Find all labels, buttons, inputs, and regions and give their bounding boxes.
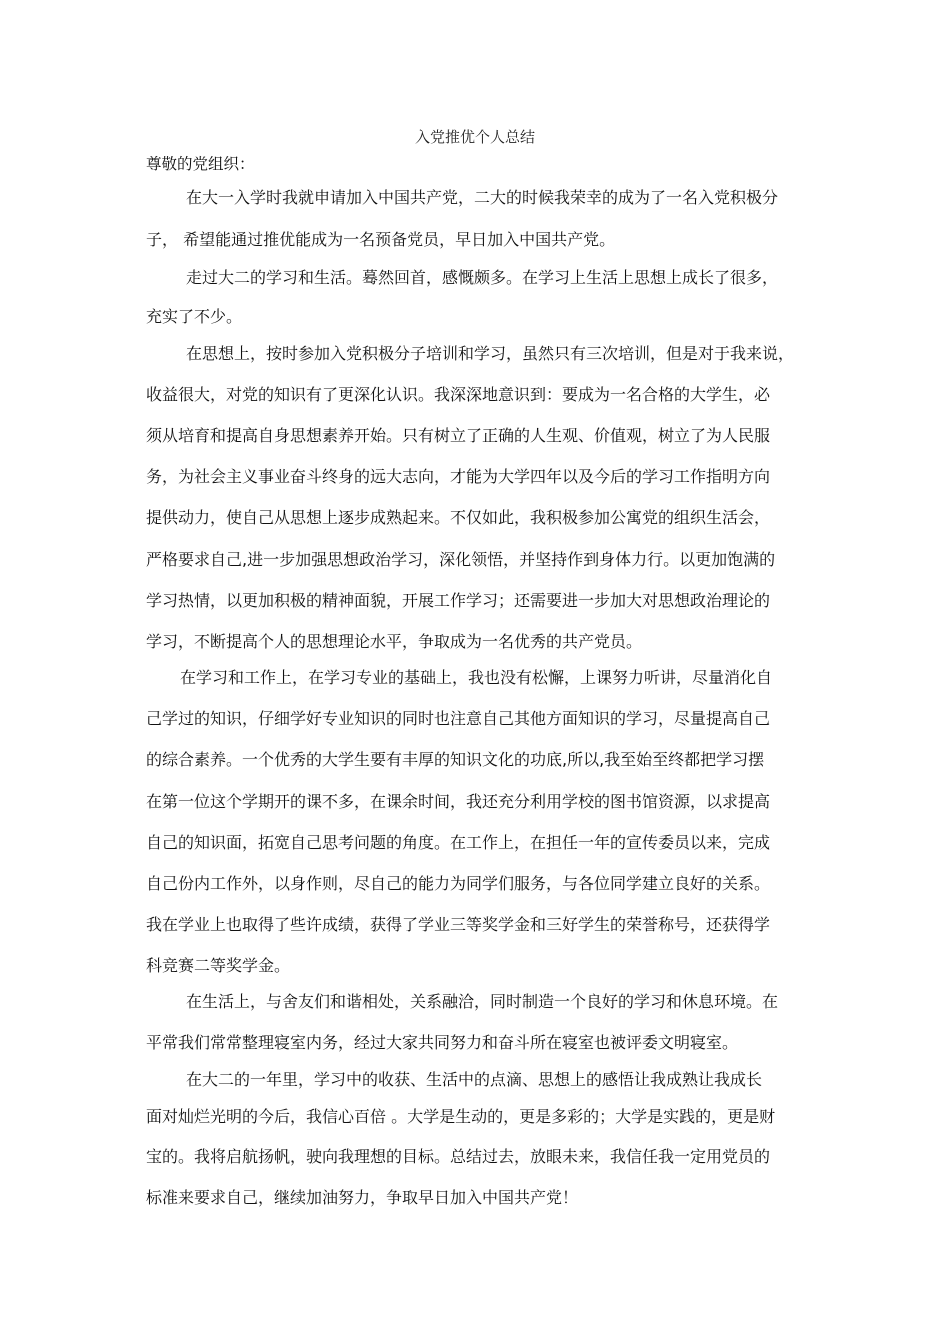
body-line: 己学过的知识，仔细学好专业知识的同时也注意自己其他方面知识的学习，尽量提高自己 [146,709,771,728]
body-line: 科竞赛二等奖学金。 [146,956,291,975]
body-line: 务，为社会主义事业奋斗终身的远大志向，才能为大学四年以及今后的学习工作指明方向 [146,467,771,486]
salutation: 尊敬的党组织： [146,155,255,173]
body-line: 标准来要求自己，继续加油努力，争取早日加入中国共产党！ [146,1188,579,1207]
body-line: 充实了不少。 [146,307,243,326]
body-line: 在生活上，与舍友们和谐相处，关系融洽，同时制造一个良好的学习和休息环境。在 [186,992,779,1011]
body-line: 走过大二的学习和生活。蓦然回首，感慨颇多。在学习上生活上思想上成长了很多， [186,268,779,287]
body-line: 严格要求自己,进一步加强思想政治学习，深化领悟，并坚持作到身体力行。以更加饱满的 [146,550,776,569]
body-line: 收益很大，对党的知识有了更深化认识。我深深地意识到：要成为一名合格的大学生，必 [146,385,771,404]
body-line: 提供动力，使自己从思想上逐步成熟起来。不仅如此，我积极参加公寓党的组织生活会， [146,508,771,527]
body-line: 面对灿烂光明的今后，我信心百倍 。大学是生动的，更是多彩的；大学是实践的，更是财 [146,1107,776,1126]
body-line: 学习热情，以更加积极的精神面貌，开展工作学习；还需要进一步加大对思想政治理论的 [146,591,771,610]
body-line: 在大一入学时我就申请加入中国共产党，二大的时候我荣幸的成为了一名入党积极分 [186,188,779,207]
body-line: 平常我们常常整理寝室内务，经过大家共同努力和奋斗所在寝室也被评委文明寝室。 [146,1033,739,1052]
body-line: 的综合素养。一个优秀的大学生要有丰厚的知识文化的功底,所以,我至始至终都把学习摆 [146,750,765,769]
document-title: 入党推优个人总结 [414,128,535,146]
body-line: 自己的知识面，拓宽自己思考问题的角度。在工作上，在担任一年的宣传委员以来，完成 [146,833,771,852]
body-line: 学习，不断提高个人的思想理论水平，争取成为一名优秀的共产党员。 [146,632,643,651]
body-line: 我在学业上也取得了些许成绩，获得了学业三等奖学金和三好学生的荣誉称号，还获得学 [146,915,771,934]
body-line: 自己份内工作外，以身作则，尽自己的能力为同学们服务，与各位同学建立良好的关系。 [146,874,771,893]
body-line: 在学习和工作上，在学习专业的基础上，我也没有松懈，上课努力听讲，尽量消化自 [180,668,773,687]
body-line: 须从培育和提高自身思想素养开始。只有树立了正确的人生观、价值观，树立了为人民服 [146,426,771,445]
body-line: 在思想上，按时参加入党积极分子培训和学习，虽然只有三次培训，但是对于我来说， [186,344,795,363]
body-line: 宝的。我将启航扬帆，驶向我理想的目标。总结过去，放眼未来，我信任我一定用党员的 [146,1147,771,1166]
body-line: 在大二的一年里，学习中的收获、生活中的点滴、思想上的感悟让我成熟让我成长 [186,1070,763,1089]
body-line: 子， 希望能通过推优能成为一名预备党员，早日加入中国共产党。 [146,230,616,249]
body-line: 在第一位这个学期开的课不多，在课余时间，我还充分利用学校的图书馆资源，以求提高 [146,792,771,811]
